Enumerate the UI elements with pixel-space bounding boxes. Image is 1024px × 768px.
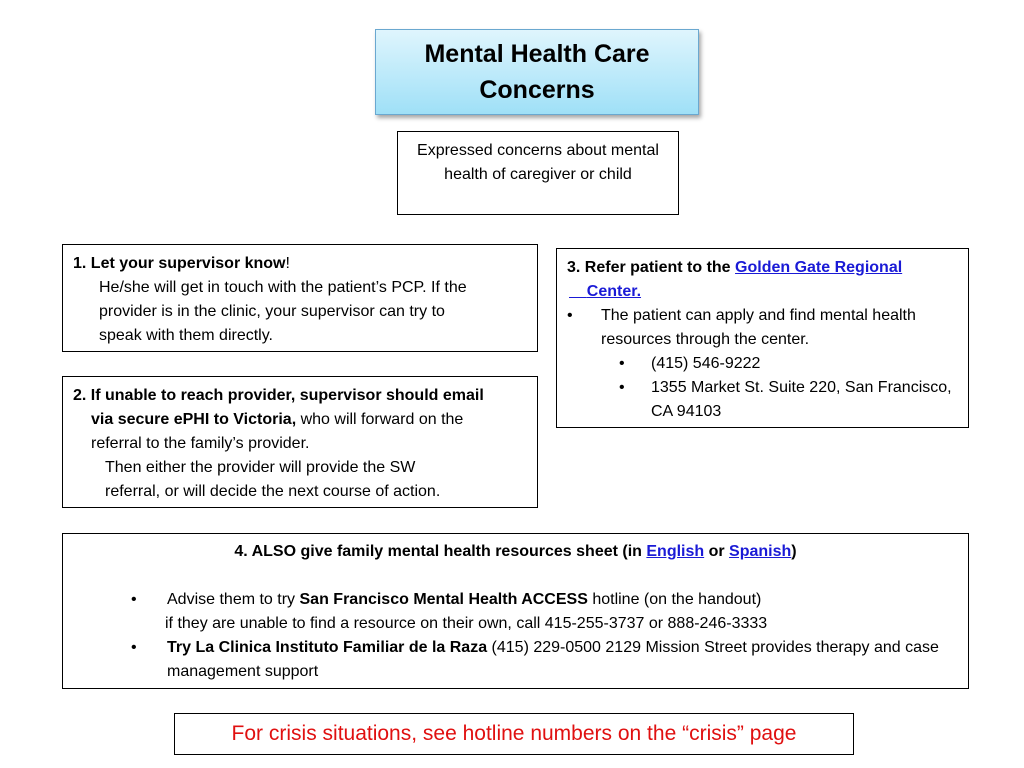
step3-sub-bullet-phone <box>567 352 958 376</box>
golden-gate-link-text-2: Center. <box>586 283 642 300</box>
step1-line-2: provider is in the clinic, your supervisor can try to <box>99 303 445 320</box>
bullet-icon: • <box>619 355 625 372</box>
step1-line-1: He/she will get in touch with the patient’s PCP. If the <box>99 279 467 296</box>
step4-box <box>62 533 969 689</box>
step4-bullet-access <box>73 588 958 612</box>
clinica-details: (415) 229-0500 2129 Mission Street provides therapy and case management support <box>167 639 939 680</box>
step3-bullet-text: The patient can apply and find mental health resources through the center. <box>601 307 916 348</box>
bullet-icon: • <box>567 307 573 324</box>
step4-heading-prefix: 4. ALSO give family mental health resources sheet (in <box>234 543 647 560</box>
step3-heading: 3. Refer patient to the <box>567 259 736 276</box>
step2-line-4: Then either the provider will provide the SW <box>105 459 416 476</box>
title-line-1: Mental Health Care <box>424 40 650 68</box>
access-prefix: Advise them to try <box>167 591 300 608</box>
bullet-icon: • <box>131 639 137 656</box>
step1-line-3: speak with them directly. <box>99 327 273 344</box>
english-link[interactable]: English <box>646 543 705 560</box>
step2-box <box>62 376 538 508</box>
bullet-icon: • <box>131 591 137 608</box>
concern-text: Expressed concerns about mental health of caregiver or child <box>417 142 659 183</box>
step3-bullet <box>567 304 958 352</box>
address-text: 1355 Market St. Suite 220, San Francisco, CA 94103 <box>651 379 952 420</box>
step1-box <box>62 244 538 352</box>
golden-gate-link[interactable]: Golden Gate Regional <box>735 259 903 276</box>
phone-text: (415) 546-9222 <box>651 355 761 372</box>
step1-heading: 1. Let your supervisor know <box>73 255 286 272</box>
step4-heading-or: or <box>704 543 730 560</box>
golden-gate-link-cont[interactable] <box>569 283 641 300</box>
step3-box <box>556 248 969 428</box>
crisis-box <box>174 713 854 755</box>
step1-heading-punct: ! <box>285 255 290 272</box>
access-continuation: if they are unable to find a resource on their own, call 415-255-3737 or 888-246-3333 <box>165 615 768 632</box>
title-line-2: Concerns <box>479 76 595 104</box>
step4-heading <box>73 540 958 564</box>
step4-bullet-clinica <box>73 636 958 684</box>
spanish-link[interactable]: Spanish <box>729 543 792 560</box>
access-name: San Francisco Mental Health ACCESS <box>299 591 588 608</box>
clinica-name: Try La Clinica Instituto Familiar de la Raza <box>167 639 488 656</box>
crisis-text: For crisis situations, see hotline numbers on the “crisis” page <box>231 722 797 745</box>
step2-heading-2: via secure ePHI to Victoria, <box>91 411 297 428</box>
step2-heading-1: 2. If unable to reach provider, supervisor should email <box>73 387 484 404</box>
step2-line-2: who will forward on the <box>296 411 464 428</box>
step2-line-3: referral to the family’s provider. <box>91 435 310 452</box>
step4-heading-close: ) <box>791 543 797 560</box>
concern-box <box>397 131 679 215</box>
page-title <box>375 29 699 115</box>
step2-line-5: referral, or will decide the next course of action. <box>105 483 441 500</box>
step3-sub-bullet-address <box>567 376 958 424</box>
access-suffix: hotline (on the handout) <box>587 591 762 608</box>
bullet-icon: • <box>619 379 625 396</box>
